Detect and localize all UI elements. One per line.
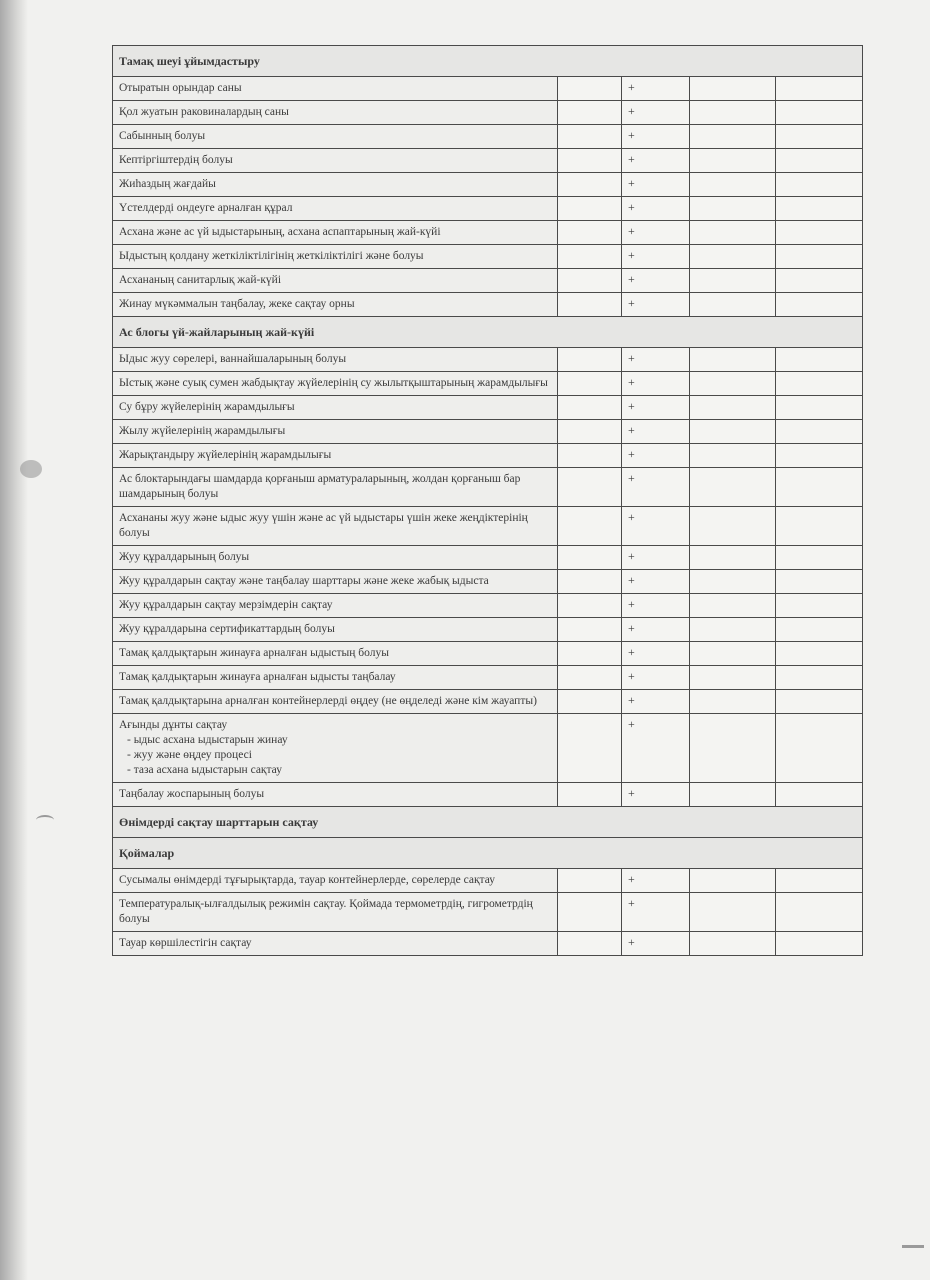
mark-cell: +: [622, 507, 690, 546]
table-row: [113, 642, 863, 666]
edge-mark: [902, 1245, 924, 1248]
item-label: Асхана және ас үй ыдыстарының, асхана аспаптарының жай-күйі: [113, 221, 558, 245]
mark-cell: +: [622, 269, 690, 293]
mark-cell: +: [622, 173, 690, 197]
mark-cell: +: [622, 372, 690, 396]
table-row: [113, 372, 863, 396]
section-heading: Тамақ шеуі ұйымдастыру: [113, 46, 863, 77]
empty-cell: [558, 245, 622, 269]
empty-cell: [690, 197, 776, 221]
table-row: [113, 269, 863, 293]
empty-cell: [690, 420, 776, 444]
item-label: Тамақ қалдықтарын жинауға арналған ыдысты таңбалау: [113, 666, 558, 690]
table-row: [113, 869, 863, 893]
empty-cell: [558, 932, 622, 956]
empty-cell: [776, 420, 863, 444]
item-label-line: - таза асхана ыдыстарын сақтау: [127, 764, 282, 776]
mark-cell: +: [622, 348, 690, 372]
section-row: [113, 317, 863, 348]
empty-cell: [776, 893, 863, 932]
empty-cell: [776, 245, 863, 269]
empty-cell: [776, 690, 863, 714]
empty-cell: [558, 149, 622, 173]
empty-cell: [558, 570, 622, 594]
empty-cell: [558, 77, 622, 101]
empty-cell: [690, 690, 776, 714]
mark-cell: +: [622, 869, 690, 893]
table-row: [113, 396, 863, 420]
section-heading: Қоймалар: [113, 838, 863, 869]
empty-cell: [558, 690, 622, 714]
empty-cell: [776, 444, 863, 468]
empty-cell: [690, 783, 776, 807]
item-label: Тамақ қалдықтарын жинауға арналған ыдыстың болуы: [113, 642, 558, 666]
empty-cell: [776, 197, 863, 221]
empty-cell: [690, 618, 776, 642]
empty-cell: [690, 348, 776, 372]
item-label: Жуу құралдарының болуы: [113, 546, 558, 570]
section-row: [113, 807, 863, 838]
item-label: Сусымалы өнімдерді тұғырықтарда, тауар контейнерлерде, сөрелерде сақтау: [113, 869, 558, 893]
table-row: [113, 468, 863, 507]
mark-cell: +: [622, 420, 690, 444]
checklist-table: [112, 45, 863, 956]
empty-cell: [558, 869, 622, 893]
empty-cell: [776, 149, 863, 173]
mark-cell: +: [622, 714, 690, 783]
empty-cell: [558, 714, 622, 783]
item-label: Жуу құралдарын сақтау мерзімдерін сақтау: [113, 594, 558, 618]
empty-cell: [690, 245, 776, 269]
smudge-mark: [36, 815, 54, 825]
empty-cell: [690, 893, 776, 932]
mark-cell: +: [622, 197, 690, 221]
table-row: [113, 893, 863, 932]
mark-cell: +: [622, 468, 690, 507]
empty-cell: [690, 269, 776, 293]
item-label: Ыдыс жуу сөрелері, ваннайшаларының болуы: [113, 348, 558, 372]
table-row: [113, 173, 863, 197]
item-label: Отыратын орындар саны: [113, 77, 558, 101]
table-row: [113, 293, 863, 317]
item-label: Тауар көршілестігін сақтау: [113, 932, 558, 956]
mark-cell: +: [622, 77, 690, 101]
table-row: [113, 348, 863, 372]
item-label-line: - жуу және өңдеу процесі: [127, 749, 252, 761]
empty-cell: [690, 125, 776, 149]
empty-cell: [558, 372, 622, 396]
empty-cell: [776, 372, 863, 396]
mark-cell: +: [622, 690, 690, 714]
empty-cell: [776, 594, 863, 618]
empty-cell: [690, 714, 776, 783]
empty-cell: [558, 546, 622, 570]
empty-cell: [776, 618, 863, 642]
item-label: Жиһаздың жағдайы: [113, 173, 558, 197]
table-row: [113, 570, 863, 594]
mark-cell: +: [622, 396, 690, 420]
item-label-line: Ағынды дұнты сақтау: [119, 719, 228, 731]
empty-cell: [558, 444, 622, 468]
empty-cell: [776, 666, 863, 690]
checklist-sheet: [112, 45, 862, 956]
item-label: Жуу құралдарына сертификаттардың болуы: [113, 618, 558, 642]
item-label: Жылу жүйелерінің жарамдылығы: [113, 420, 558, 444]
empty-cell: [558, 420, 622, 444]
empty-cell: [690, 594, 776, 618]
table-row: [113, 932, 863, 956]
table-row: [113, 594, 863, 618]
table-row: [113, 149, 863, 173]
empty-cell: [776, 642, 863, 666]
item-label: [113, 714, 558, 783]
table-row: [113, 618, 863, 642]
mark-cell: +: [622, 101, 690, 125]
table-row: [113, 546, 863, 570]
empty-cell: [776, 783, 863, 807]
mark-cell: +: [622, 293, 690, 317]
item-label: Кептіргіштердің болуы: [113, 149, 558, 173]
table-row: [113, 690, 863, 714]
section-heading: Ас блогы үй-жайларының жай-күйі: [113, 317, 863, 348]
empty-cell: [776, 468, 863, 507]
item-label: Ыдыстың қолдану жеткіліктілігінің жеткіліктілігі және болуы: [113, 245, 558, 269]
section-heading: Өнімдерді сақтау шарттарын сақтау: [113, 807, 863, 838]
empty-cell: [558, 293, 622, 317]
empty-cell: [690, 221, 776, 245]
empty-cell: [558, 173, 622, 197]
mark-cell: +: [622, 783, 690, 807]
empty-cell: [776, 348, 863, 372]
table-row: [113, 77, 863, 101]
mark-cell: +: [622, 221, 690, 245]
item-label: Жарықтандыру жүйелерінің жарамдылығы: [113, 444, 558, 468]
empty-cell: [690, 869, 776, 893]
table-row: [113, 444, 863, 468]
empty-cell: [690, 77, 776, 101]
empty-cell: [690, 149, 776, 173]
table-row: [113, 783, 863, 807]
empty-cell: [690, 173, 776, 197]
item-label: Асхананы жуу және ыдыс жуу үшін және ас үй ыдыстары үшін жеке жеңдіктерінің болуы: [113, 507, 558, 546]
mark-cell: +: [622, 618, 690, 642]
table-row: [113, 245, 863, 269]
empty-cell: [776, 507, 863, 546]
empty-cell: [690, 444, 776, 468]
table-row: [113, 666, 863, 690]
empty-cell: [690, 468, 776, 507]
empty-cell: [776, 869, 863, 893]
empty-cell: [776, 570, 863, 594]
empty-cell: [558, 783, 622, 807]
mark-cell: +: [622, 245, 690, 269]
empty-cell: [776, 546, 863, 570]
empty-cell: [776, 77, 863, 101]
mark-cell: +: [622, 666, 690, 690]
empty-cell: [690, 396, 776, 420]
empty-cell: [776, 173, 863, 197]
empty-cell: [558, 666, 622, 690]
empty-cell: [558, 594, 622, 618]
empty-cell: [776, 221, 863, 245]
page-shadow: [0, 0, 28, 1280]
smudge-mark: [20, 460, 42, 478]
item-label: Сабынның болуы: [113, 125, 558, 149]
item-label: Асхананың санитарлық жай-күйі: [113, 269, 558, 293]
empty-cell: [558, 396, 622, 420]
item-label: Ыстық және суық сумен жабдықтау жүйелерінің су жылытқыштарының жарамдылығы: [113, 372, 558, 396]
section-row: [113, 46, 863, 77]
empty-cell: [776, 269, 863, 293]
item-label-line: - ыдыс асхана ыдыстарын жинау: [127, 734, 288, 746]
item-label: Үстелдерді ондеуге арналған құрал: [113, 197, 558, 221]
empty-cell: [690, 101, 776, 125]
empty-cell: [776, 125, 863, 149]
mark-cell: +: [622, 570, 690, 594]
table-row: [113, 125, 863, 149]
empty-cell: [690, 546, 776, 570]
item-label: Жинау мүкәммалын таңбалау, жеке сақтау орны: [113, 293, 558, 317]
table-row: [113, 197, 863, 221]
item-label: Ас блоктарындағы шамдарда қорғаныш арматураларының, жолдан қорғаныш бар шамдарының болуы: [113, 468, 558, 507]
mark-cell: +: [622, 546, 690, 570]
empty-cell: [558, 197, 622, 221]
item-label: Су бұру жүйелерінің жарамдылығы: [113, 396, 558, 420]
item-label: Таңбалау жоспарының болуы: [113, 783, 558, 807]
table-row: [113, 507, 863, 546]
mark-cell: +: [622, 594, 690, 618]
empty-cell: [558, 125, 622, 149]
empty-cell: [690, 642, 776, 666]
table-row: [113, 714, 863, 783]
table-row: [113, 420, 863, 444]
empty-cell: [690, 372, 776, 396]
empty-cell: [690, 507, 776, 546]
empty-cell: [690, 932, 776, 956]
empty-cell: [776, 932, 863, 956]
mark-cell: +: [622, 125, 690, 149]
empty-cell: [690, 666, 776, 690]
empty-cell: [690, 293, 776, 317]
mark-cell: +: [622, 149, 690, 173]
empty-cell: [558, 642, 622, 666]
empty-cell: [558, 507, 622, 546]
mark-cell: +: [622, 932, 690, 956]
table-row: [113, 101, 863, 125]
mark-cell: +: [622, 642, 690, 666]
empty-cell: [776, 293, 863, 317]
section-row: [113, 838, 863, 869]
empty-cell: [558, 221, 622, 245]
empty-cell: [558, 348, 622, 372]
item-label: Қол жуатын раковиналардың саны: [113, 101, 558, 125]
table-row: [113, 221, 863, 245]
empty-cell: [776, 396, 863, 420]
mark-cell: +: [622, 893, 690, 932]
item-label: Температуралық-ылғалдылық режимін сақтау. Қоймада термометрдің, гигрометрдің болуы: [113, 893, 558, 932]
empty-cell: [558, 269, 622, 293]
empty-cell: [558, 468, 622, 507]
empty-cell: [558, 618, 622, 642]
empty-cell: [690, 570, 776, 594]
empty-cell: [776, 101, 863, 125]
empty-cell: [558, 101, 622, 125]
mark-cell: +: [622, 444, 690, 468]
empty-cell: [776, 714, 863, 783]
item-label: Жуу құралдарын сақтау және таңбалау шарттары және жеке жабық ыдыста: [113, 570, 558, 594]
item-label: Тамақ қалдықтарына арналған контейнерлерді өңдеу (не өңделеді және кім жауапты): [113, 690, 558, 714]
empty-cell: [558, 893, 622, 932]
